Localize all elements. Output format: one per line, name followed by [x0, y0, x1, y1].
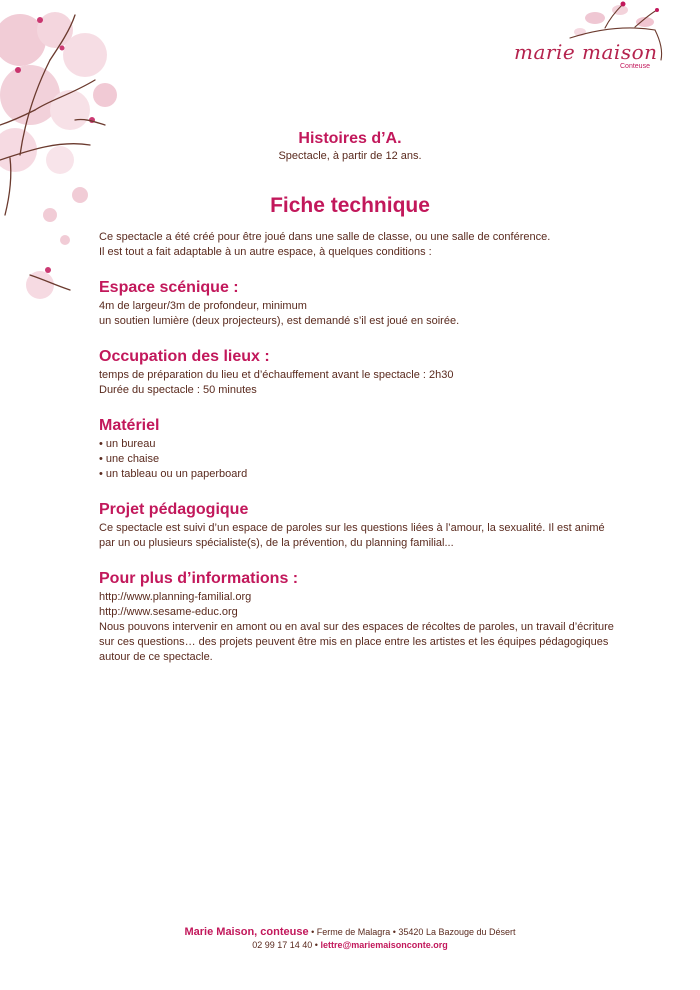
logo-subtitle: Conteuse [620, 63, 650, 70]
footer [0, 926, 700, 952]
footer-line-1 [0, 926, 700, 939]
list-item: • une chaise [99, 453, 160, 465]
section-heading: Espace scénique : [99, 279, 239, 296]
footer-line-2 [0, 939, 700, 952]
footer-phone: 02 99 17 14 40 • [252, 940, 321, 950]
section-projet-pedagogique [99, 500, 619, 551]
page-title: Fiche technique [270, 194, 430, 217]
section-plus-informations [99, 569, 619, 665]
section-heading: Pour plus d’informations : [99, 570, 299, 587]
section-occupation-des-lieux [99, 347, 619, 398]
section-espace-scenique [99, 278, 619, 329]
logo-wordmark: marie maison [514, 40, 658, 64]
list-item: • un bureau [99, 438, 156, 450]
list-item: • un tableau ou un paperboard [99, 468, 248, 480]
footer-brand: Marie Maison, conteuse [184, 926, 309, 938]
section-line: 4m de largeur/3m de profondeur, minimum [99, 300, 307, 312]
link-sesame-educ[interactable]: http://www.sesame-educ.org [99, 606, 238, 618]
intro-line: Ce spectacle a été créé pour être joué dans une salle de classe, ou une salle de conférence. [99, 231, 551, 243]
section-heading: Occupation des lieux : [99, 348, 270, 365]
section-line: Nous pouvons intervenir en amont ou en aval sur des espaces de récoltes de paroles, un travail d’écriture sur ces questions… des projets peuvent être mis en place entre les artistes et les équipes pédagogiques autour de ce spectacle. [99, 621, 614, 663]
footer-address: • Ferme de Malagra • 35420 La Bazouge du Désert [308, 927, 516, 937]
show-subtitle: Spectacle, à partir de 12 ans. [278, 150, 422, 162]
section-line: Ce spectacle est suivi d’un espace de paroles sur les questions liées à l’amour, la sexualité. Il est animé par un ou plusieurs spécialiste(s), de la prévention, du planning familial... [99, 522, 605, 549]
section-line: temps de préparation du lieu et d’échauffement avant le spectacle : 2h30 [99, 369, 454, 381]
document-body [99, 230, 619, 665]
section-heading: Matériel [99, 417, 160, 434]
intro-line: Il est tout a fait adaptable à un autre espace, à quelques conditions : [99, 246, 432, 258]
link-planning-familial[interactable]: http://www.planning-familial.org [99, 591, 252, 603]
section-line: Durée du spectacle : 50 minutes [99, 384, 257, 396]
section-heading: Projet pédagogique [99, 501, 249, 518]
footer-email[interactable]: lettre@mariemaisonconte.org [320, 940, 448, 950]
section-line: un soutien lumière (deux projecteurs), est demandé s’il est joué en soirée. [99, 315, 460, 327]
section-materiel [99, 416, 619, 482]
show-title: Histoires d’A. [298, 130, 402, 147]
